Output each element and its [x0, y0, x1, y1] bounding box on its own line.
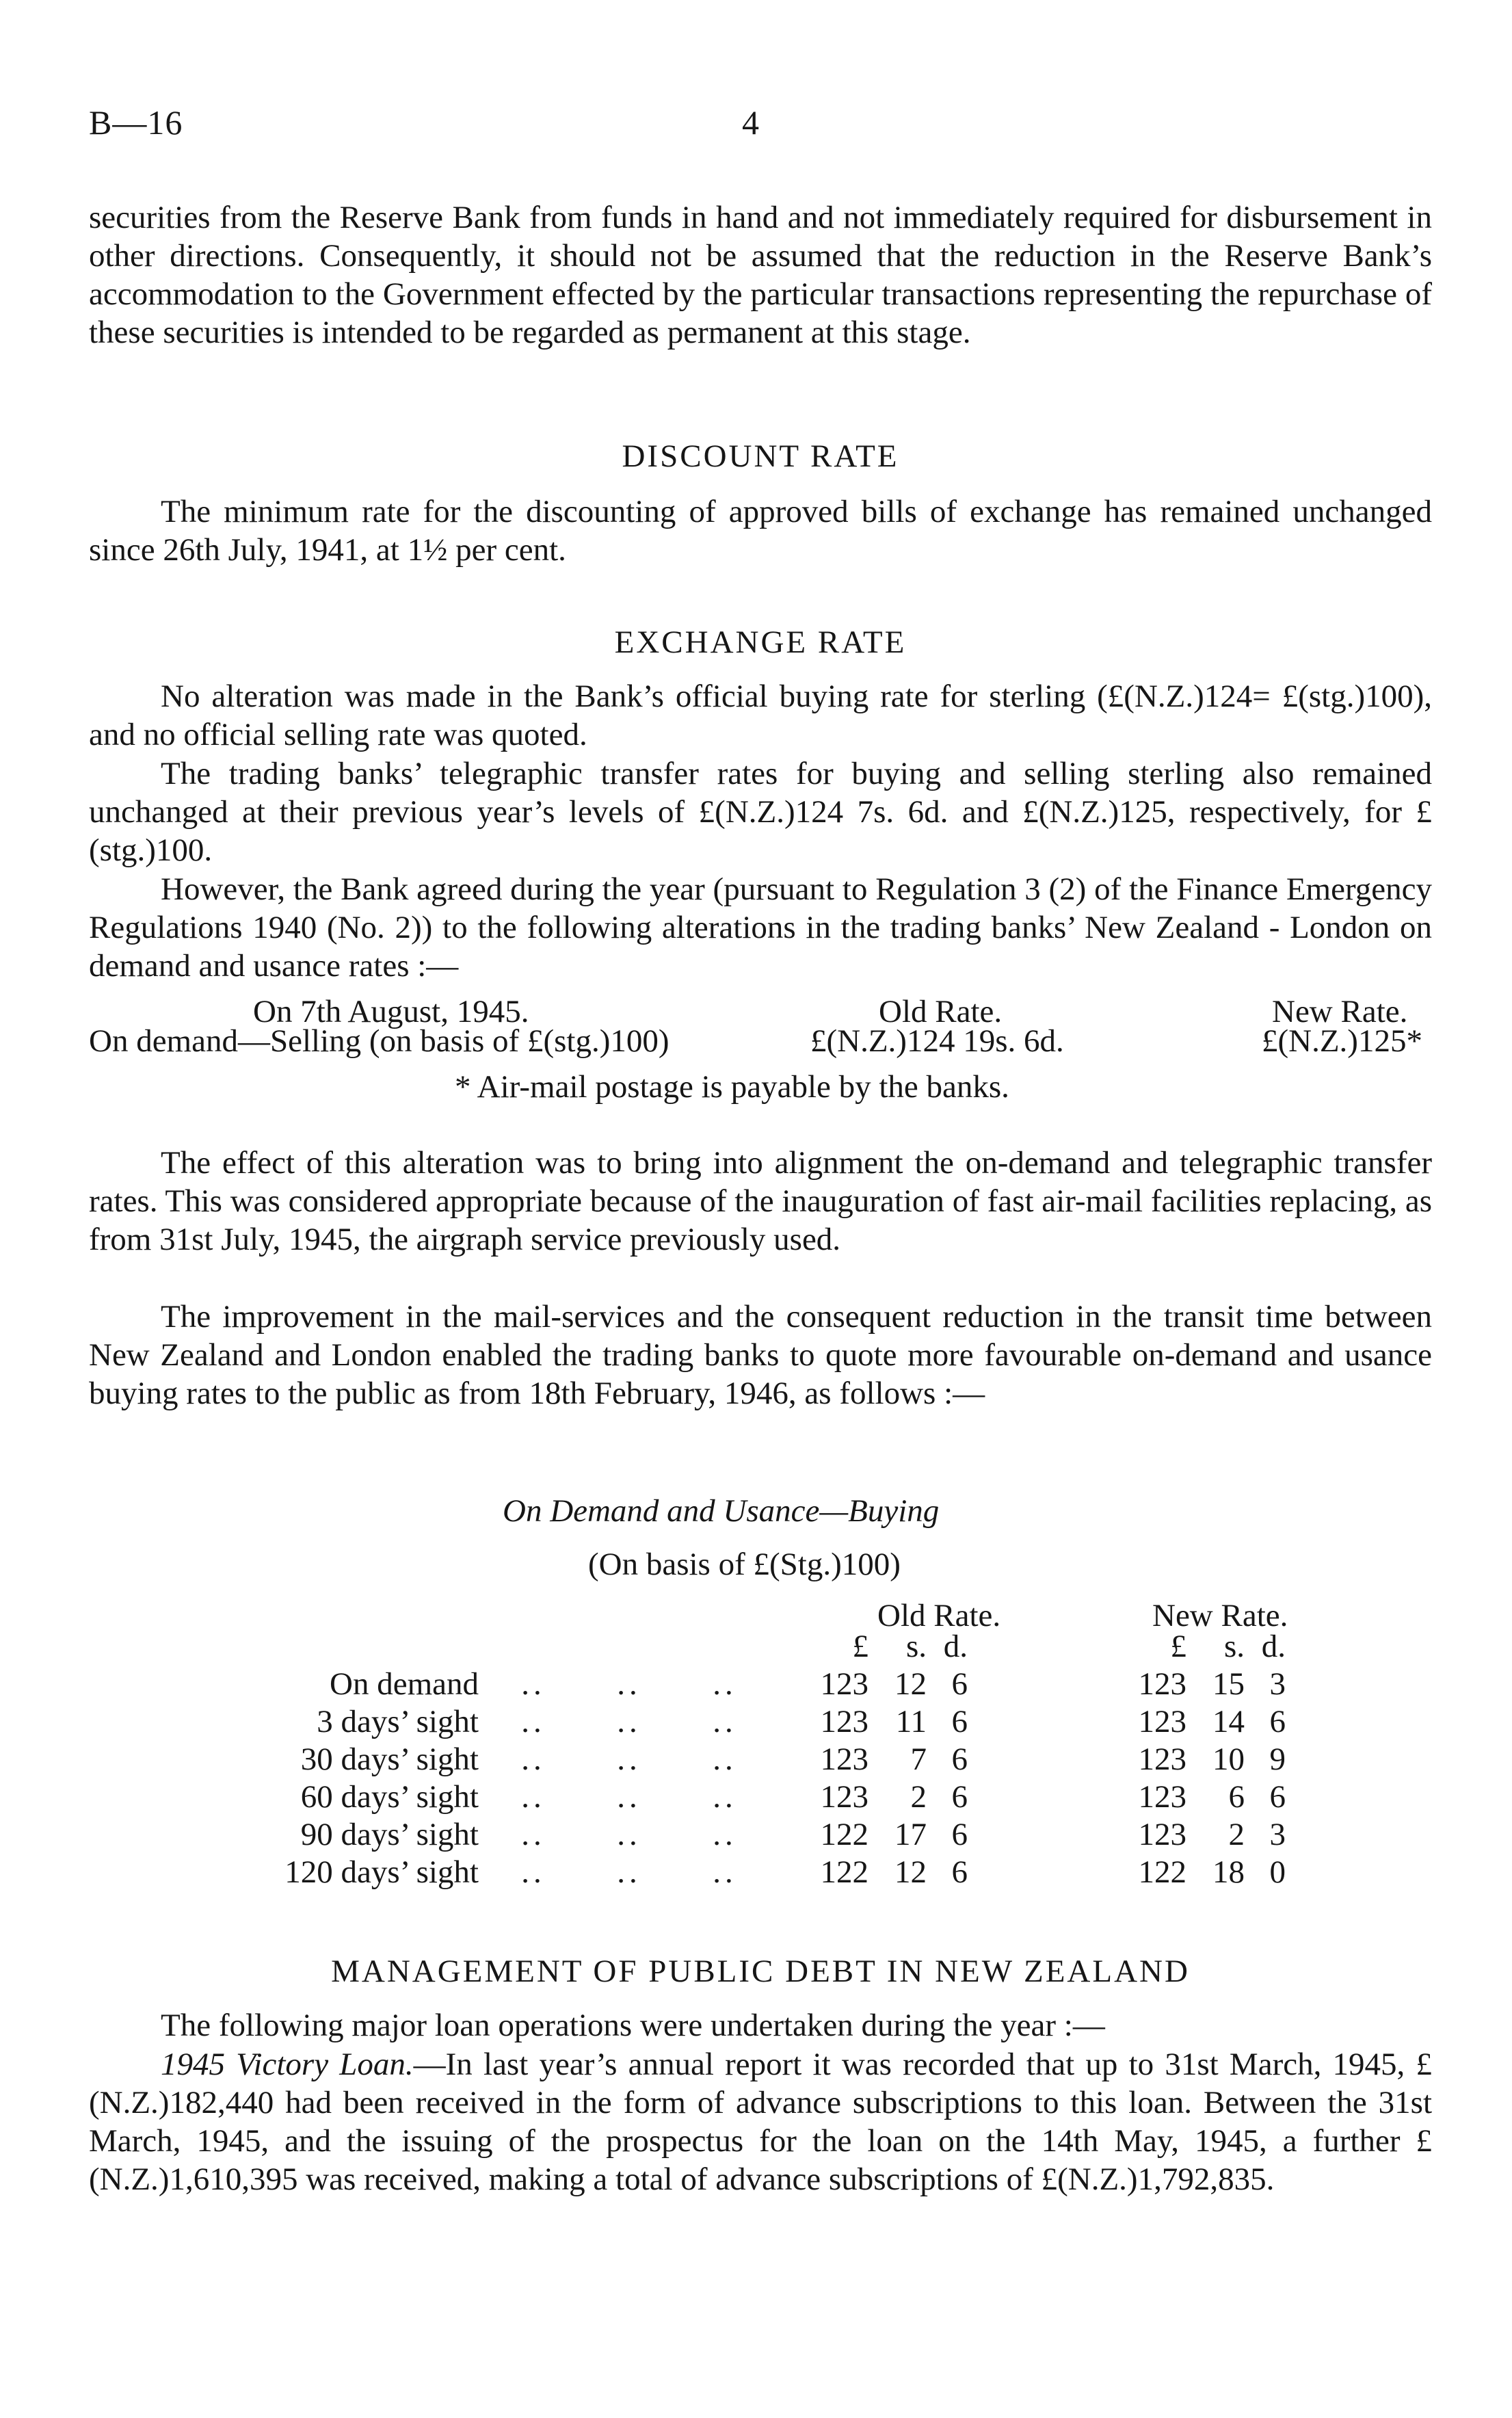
old-rate-header: Old Rate. [877, 1598, 1001, 1633]
old-rate-pounds: 123 [820, 1742, 868, 1777]
buying-rates-table [205, 1628, 1286, 1891]
unit-shillings: s. [1223, 1629, 1245, 1664]
old-rate-pounds: 123 [820, 1666, 868, 1702]
new-rate-pence: 0 [1269, 1854, 1286, 1890]
rate-term-label: 90 days’ sight [300, 1817, 479, 1852]
new-rate-pence: 6 [1269, 1704, 1286, 1739]
alteration-row-new: £(N.Z.)125* [1262, 1023, 1422, 1059]
exchange-paragraph-2: The trading banks’ telegraphic transfer rates for buying and selling sterling also remained unchanged at their previous year’s levels of £(N.Z.)124 7s. 6d. and £(N.Z.)125, respectively, for £(stg.)100. [89, 756, 1432, 868]
exchange-paragraph-3: However, the Bank agreed during the year (pursuant to Regulation 3 (2) of the Finance Emergency Regulations 1940 (No. 2)) to the following alterations in the trading banks’ New Zealand - London on demand and usance rates :— [89, 871, 1432, 984]
alteration-new-header: New Rate. [1272, 994, 1408, 1029]
exchange-paragraph-1: No alteration was made in the Bank’s official buying rate for sterling (£(N.Z.)124= £(stg.)100), and no official selling rate was quoted. [89, 679, 1432, 752]
new-rate-shillings: 14 [1212, 1704, 1245, 1739]
buying-rates-subtitle: (On basis of £(Stg.)100) [588, 1547, 901, 1582]
new-rate-shillings: 2 [1228, 1817, 1245, 1852]
discount-rate-paragraph: The minimum rate for the discounting of approved bills of exchange has remained unchanged since 26th July, 1941, at 1½ per cent. [89, 494, 1432, 568]
rate-term-label: 60 days’ sight [300, 1779, 479, 1815]
new-rate-pence: 9 [1269, 1742, 1286, 1777]
old-rate-pence: 6 [951, 1779, 968, 1815]
new-rate-pence: 3 [1269, 1817, 1286, 1852]
table-row [205, 1703, 1286, 1741]
page-number: 4 [742, 103, 759, 142]
new-rate-shillings: 15 [1212, 1666, 1245, 1702]
alteration-old-header: Old Rate. [879, 994, 1003, 1029]
unit-pence: d. [1261, 1629, 1286, 1664]
rate-term-label: On demand [330, 1666, 479, 1702]
dot-leader: .. [521, 1666, 546, 1702]
dot-leader: .. [617, 1854, 641, 1890]
old-rate-pounds: 123 [820, 1704, 868, 1739]
old-rate-pence: 6 [951, 1704, 968, 1739]
old-rate-shillings: 11 [895, 1704, 927, 1739]
dot-leader: .. [713, 1854, 737, 1890]
dot-leader: .. [521, 1779, 546, 1815]
old-rate-pence: 6 [951, 1666, 968, 1702]
dot-leader: .. [713, 1817, 737, 1852]
table-row [205, 1854, 1286, 1891]
unit-pounds: £ [852, 1629, 868, 1664]
dot-leader: .. [713, 1666, 737, 1702]
rate-term-label: 30 days’ sight [300, 1742, 479, 1777]
units-row [205, 1628, 1286, 1666]
dot-leader: .. [521, 1854, 546, 1890]
unit-pence: d. [943, 1629, 968, 1664]
victory-loan-title: 1945 Victory Loan. [161, 2047, 414, 2082]
rate-term-label: 120 days’ sight [284, 1854, 479, 1890]
alteration-date-header: On 7th August, 1945. [253, 994, 529, 1029]
old-rate-shillings: 12 [894, 1666, 927, 1702]
new-rate-header: New Rate. [1152, 1598, 1288, 1633]
table-row [205, 1741, 1286, 1778]
old-rate-pence: 6 [951, 1742, 968, 1777]
new-rate-pounds: 123 [1138, 1666, 1186, 1702]
old-rate-pounds: 122 [820, 1854, 868, 1890]
dot-leader: .. [713, 1704, 737, 1739]
old-rate-shillings: 12 [894, 1854, 927, 1890]
old-rate-pence: 6 [951, 1854, 968, 1890]
alteration-row-old: £(N.Z.)124 19s. 6d. [810, 1023, 1064, 1059]
victory-loan-paragraph [89, 2045, 1432, 2198]
new-rate-shillings: 6 [1228, 1779, 1245, 1815]
old-rate-pounds: 122 [820, 1817, 868, 1852]
exchange-paragraph-4: The effect of this alteration was to bring into alignment the on-demand and telegraphic transfer rates. This was considered appropriate because of the inauguration of fast air-mail facilities replacing, as from 31st July, 1945, the airgraph service previously used. [89, 1145, 1432, 1257]
table-row [205, 1666, 1286, 1703]
unit-shillings: s. [905, 1629, 927, 1664]
dot-leader: .. [617, 1742, 641, 1777]
alteration-row-label: On demand—Selling (on basis of £(stg.)100) [89, 1023, 669, 1059]
new-rate-pounds: 123 [1138, 1742, 1186, 1777]
victory-loan-text: —In last year’s annual report it was recorded that up to 31st March, 1945, £(N.Z.)182,440 had been received in the form of advance subscriptions to this loan. Between the 31st March, 1945, and the issuing of the prospectus for the loan on the 14th May, 1945, a further £(N.Z.)1,610,395 was received, making a total of advance subscriptions of £(N.Z.)1,792,835. [89, 2047, 1433, 2197]
exchange-rate-heading: EXCHANGE RATE [614, 625, 907, 660]
exchange-paragraph-5: The improvement in the mail-services and the consequent reduction in the transit time between New Zealand and London enabled the trading banks to quote more favourable on-demand and usance buying rates to the public as from 18th February, 1946, as follows :— [89, 1299, 1432, 1411]
document-reference: B—16 [89, 103, 183, 142]
table-row [205, 1816, 1286, 1854]
dot-leader: .. [521, 1742, 546, 1777]
dot-leader: .. [713, 1742, 737, 1777]
discount-rate-heading: DISCOUNT RATE [622, 438, 899, 474]
new-rate-pounds: 123 [1138, 1704, 1186, 1739]
dot-leader: .. [617, 1779, 641, 1815]
new-rate-pounds: 123 [1138, 1817, 1186, 1852]
public-debt-heading: MANAGEMENT OF PUBLIC DEBT IN NEW ZEALAND [331, 1954, 1190, 1989]
old-rate-pence: 6 [951, 1817, 968, 1852]
new-rate-shillings: 10 [1212, 1742, 1245, 1777]
old-rate-shillings: 7 [910, 1742, 927, 1777]
table-row [205, 1778, 1286, 1816]
new-rate-pounds: 123 [1138, 1779, 1186, 1815]
new-rate-pence: 6 [1269, 1779, 1286, 1815]
unit-pounds: £ [1170, 1629, 1186, 1664]
dot-leader: .. [713, 1779, 737, 1815]
alteration-footnote: * Air-mail postage is payable by the banks. [455, 1069, 1009, 1105]
old-rate-pounds: 123 [820, 1779, 868, 1815]
dot-leader: .. [617, 1666, 641, 1702]
rate-term-label: 3 days’ sight [317, 1704, 479, 1739]
old-rate-shillings: 17 [894, 1817, 927, 1852]
dot-leader: .. [617, 1817, 641, 1852]
old-rate-shillings: 2 [910, 1779, 927, 1815]
buying-rates-title: On Demand and Usance—Buying [503, 1493, 940, 1529]
dot-leader: .. [521, 1704, 546, 1739]
new-rate-pounds: 122 [1138, 1854, 1186, 1890]
new-rate-shillings: 18 [1212, 1854, 1245, 1890]
new-rate-pence: 3 [1269, 1666, 1286, 1702]
dot-leader: .. [617, 1704, 641, 1739]
intro-paragraph: securities from the Reserve Bank from funds in hand and not immediately required for disbursement in other directions. Consequently, it should not be assumed that the reduction in the Reserve Bank’s accommodation to the Government effected by the particular transactions representing the repurchase of these securities is intended to be regarded as permanent at this stage. [89, 200, 1432, 350]
dot-leader: .. [521, 1817, 546, 1852]
public-debt-intro: The following major loan operations were undertaken during the year :— [161, 2008, 1105, 2043]
